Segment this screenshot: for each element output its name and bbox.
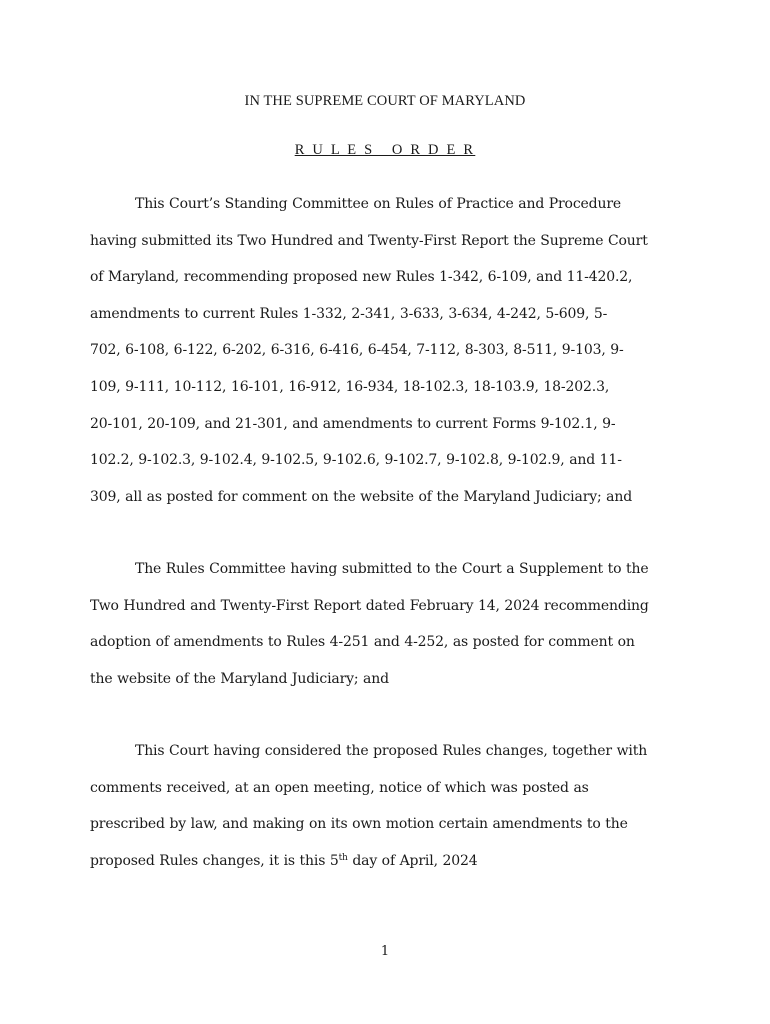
paragraph-line: 702, 6-108, 6-122, 6-202, 6-316, 6-416, 6-454, 7-112, 8-303, 8-511, 9-103, 9- xyxy=(90,342,624,359)
paragraph-line: having submitted its Two Hundred and Twenty-First Report the Supreme Court xyxy=(90,232,648,249)
paragraph-court-considered xyxy=(90,733,690,879)
paragraph-line: This Court’s Standing Committee on Rules of Practice and Procedure xyxy=(135,196,622,212)
paragraph-standing-committee xyxy=(90,186,690,515)
paragraph-line: The Rules Committee having submitted to the Court a Supplement to the xyxy=(135,561,649,577)
paragraph-line: 109, 9-111, 10-112, 16-101, 16-912, 16-934, 18-102.3, 18-103.9, 18-202.3, xyxy=(90,378,610,395)
paragraph-line: Two Hundred and Twenty-First Report dated February 14, 2024 recommending xyxy=(90,597,649,614)
paragraph-line: 20-101, 20-109, and 21-301, and amendments to current Forms 9-102.1, 9- xyxy=(90,415,616,432)
paragraph-line: 102.2, 9-102.3, 9-102.4, 9-102.5, 9-102.6, 9-102.7, 9-102.8, 9-102.9, and 11- xyxy=(90,452,622,469)
paragraph-line: comments received, at an open meeting, notice of which was posted as xyxy=(90,779,589,796)
order-title: R U L E S O R D E R xyxy=(294,142,476,158)
date-ordinal-suffix: th xyxy=(338,852,348,863)
paragraph-line: This Court having considered the proposed Rules changes, together with xyxy=(135,743,648,759)
paragraph-line-date xyxy=(90,843,690,880)
paragraph-line: adoption of amendments to Rules 4-251 and 4-252, as posted for comment on xyxy=(90,634,635,651)
date-text-after: day of April, 2024 xyxy=(347,852,478,869)
date-text-before: proposed Rules changes, it is this 5 xyxy=(90,852,339,869)
paragraph-line: 309, all as posted for comment on the website of the Maryland Judiciary; and xyxy=(90,488,633,505)
paragraph-line: amendments to current Rules 1-332, 2-341, 3-633, 3-634, 4-242, 5-609, 5- xyxy=(90,305,608,322)
paragraph-line: prescribed by law, and making on its own motion certain amendments to the xyxy=(90,816,628,833)
paragraph-line: the website of the Maryland Judiciary; and xyxy=(90,670,389,687)
court-heading: IN THE SUPREME COURT OF MARYLAND xyxy=(244,93,526,109)
page-number: 1 xyxy=(380,944,390,959)
paragraph-supplement xyxy=(90,551,690,697)
paragraph-line: of Maryland, recommending proposed new Rules 1-342, 6-109, and 11-420.2, xyxy=(90,269,633,286)
